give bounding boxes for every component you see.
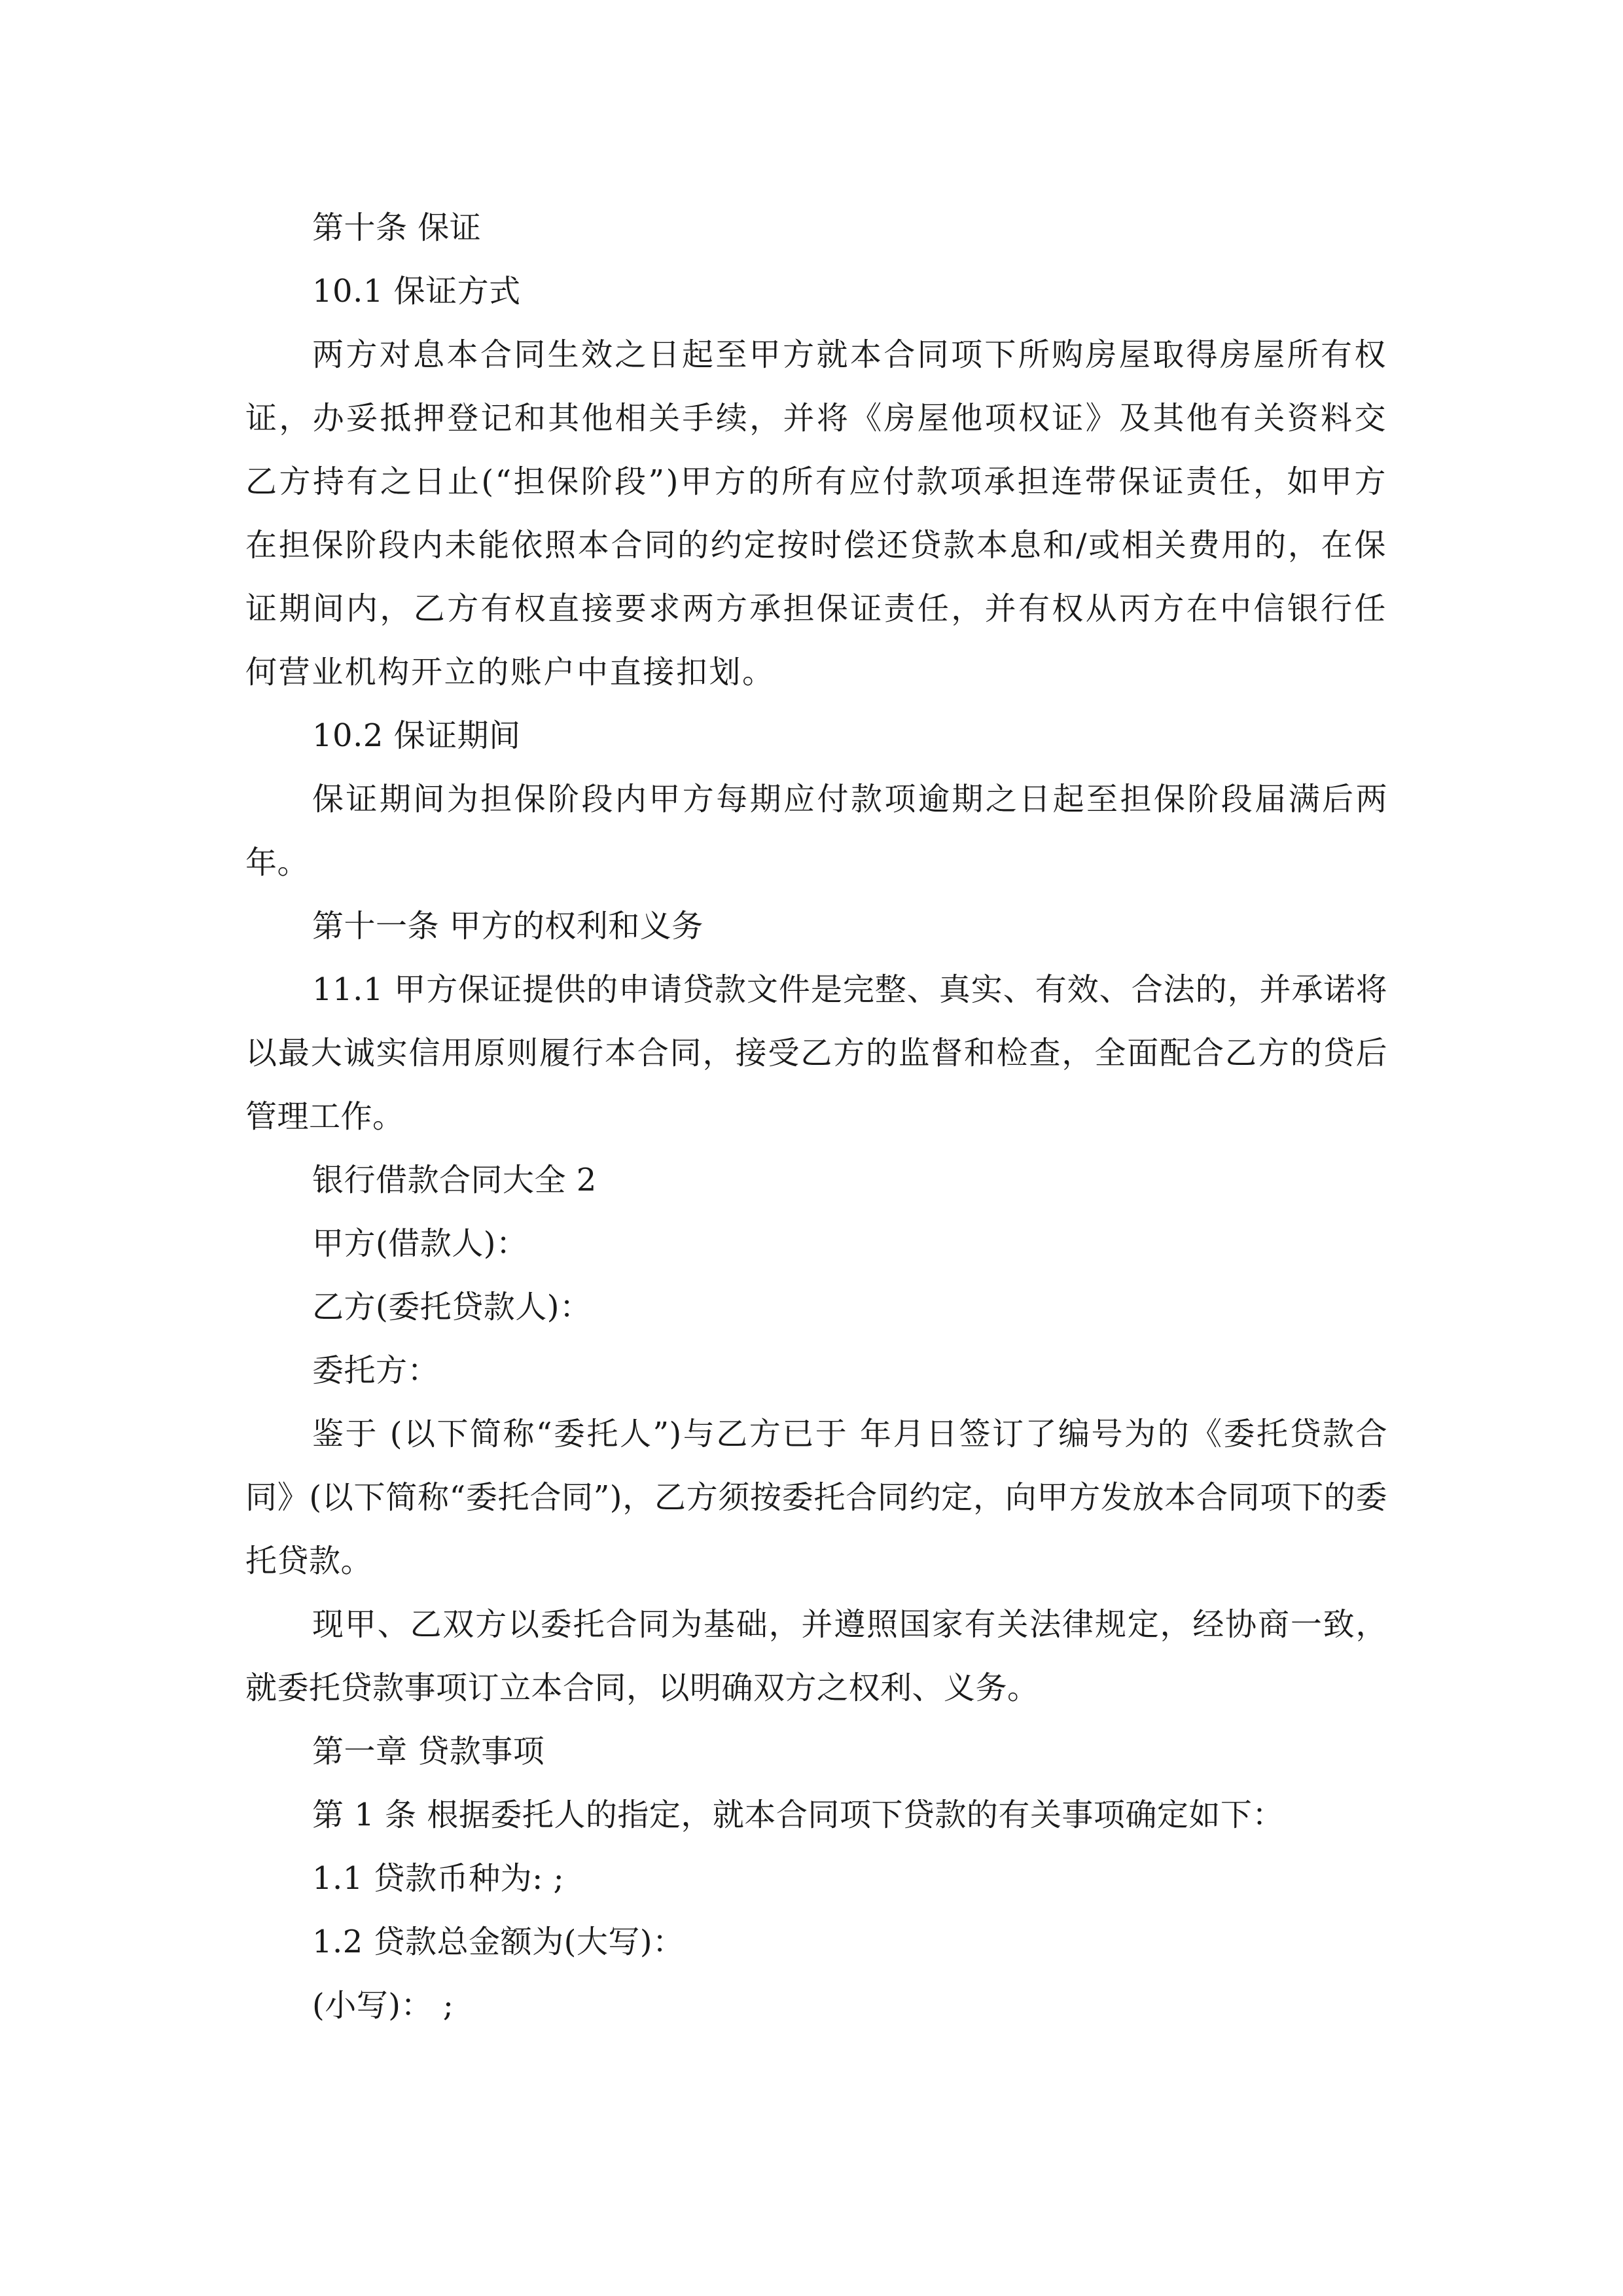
clause-1-1-currency: 1.1 贷款币种为: ; bbox=[312, 1860, 565, 1897]
party-b-line: 乙方(委托贷款人)： bbox=[312, 1289, 592, 1325]
clause-10-2-paragraph: 保证期间为担保阶段内甲方每期应付款项逾期之日起至担保阶段届满后两年。 bbox=[245, 781, 1387, 881]
clause-10-1-paragraph: 两方对息本合同生效之日起至甲方就本合同项下所购房屋取得房屋所有权证，办妥抵押登记和其他相关手续，并将《房屋他项权证》及其他有关资料交乙方持有之日止(“担保阶段”)甲方的所有应付款项承担连带保证责任，如甲方在担保阶段内未能依照本合同的约定按时偿还贷款本息和/或相关费用的，在保证期间内，乙方有权直接要求两方承担保证责任，并有权从丙方在中信银行任何营业机构开立的账户中直接扣划。 bbox=[245, 336, 1387, 691]
article-10-heading: 第十条 保证 bbox=[312, 209, 482, 246]
chapter-1-heading: 第一章 贷款事项 bbox=[312, 1733, 545, 1770]
article-1-line: 第 1 条 根据委托人的指定，就本合同项下贷款的有关事项确定如下： bbox=[312, 1797, 1284, 1833]
whereas-paragraph: 鉴于 (以下简称“委托人”)与乙方已于 年月日签订了编号为的《委托贷款合同》(以下简称“委托合同”)，乙方须按委托合同约定，向甲方发放本合同项下的委托贷款。 bbox=[245, 1416, 1387, 1579]
clause-10-2-heading: 10.2 保证期间 bbox=[312, 717, 521, 754]
clause-1-2-amount-words: 1.2 贷款总金额为(大写)： bbox=[312, 1924, 685, 1960]
contract-2-title: 银行借款合同大全 2 bbox=[312, 1162, 597, 1198]
document-body bbox=[245, 196, 1387, 2037]
article-11-heading: 第十一条 甲方的权利和义务 bbox=[312, 908, 704, 944]
clause-11-1-paragraph: 11.1 甲方保证提供的申请贷款文件是完整、真实、有效、合法的，并承诺将以最大诚实信用原则履行本合同，接受乙方的监督和检查，全面配合乙方的贷后管理工作。 bbox=[245, 971, 1387, 1135]
party-a-line: 甲方(借款人)： bbox=[312, 1225, 528, 1262]
agreement-paragraph: 现甲、乙双方以委托合同为基础，并遵照国家有关法律规定，经协商一致，就委托贷款事项订立本合同，以明确双方之权利、义务。 bbox=[245, 1606, 1387, 1706]
clause-10-1-heading: 10.1 保证方式 bbox=[312, 273, 521, 310]
entrusting-party-line: 委托方： bbox=[312, 1352, 440, 1389]
clause-1-2-amount-figures: (小写)： ; bbox=[312, 1987, 454, 2024]
